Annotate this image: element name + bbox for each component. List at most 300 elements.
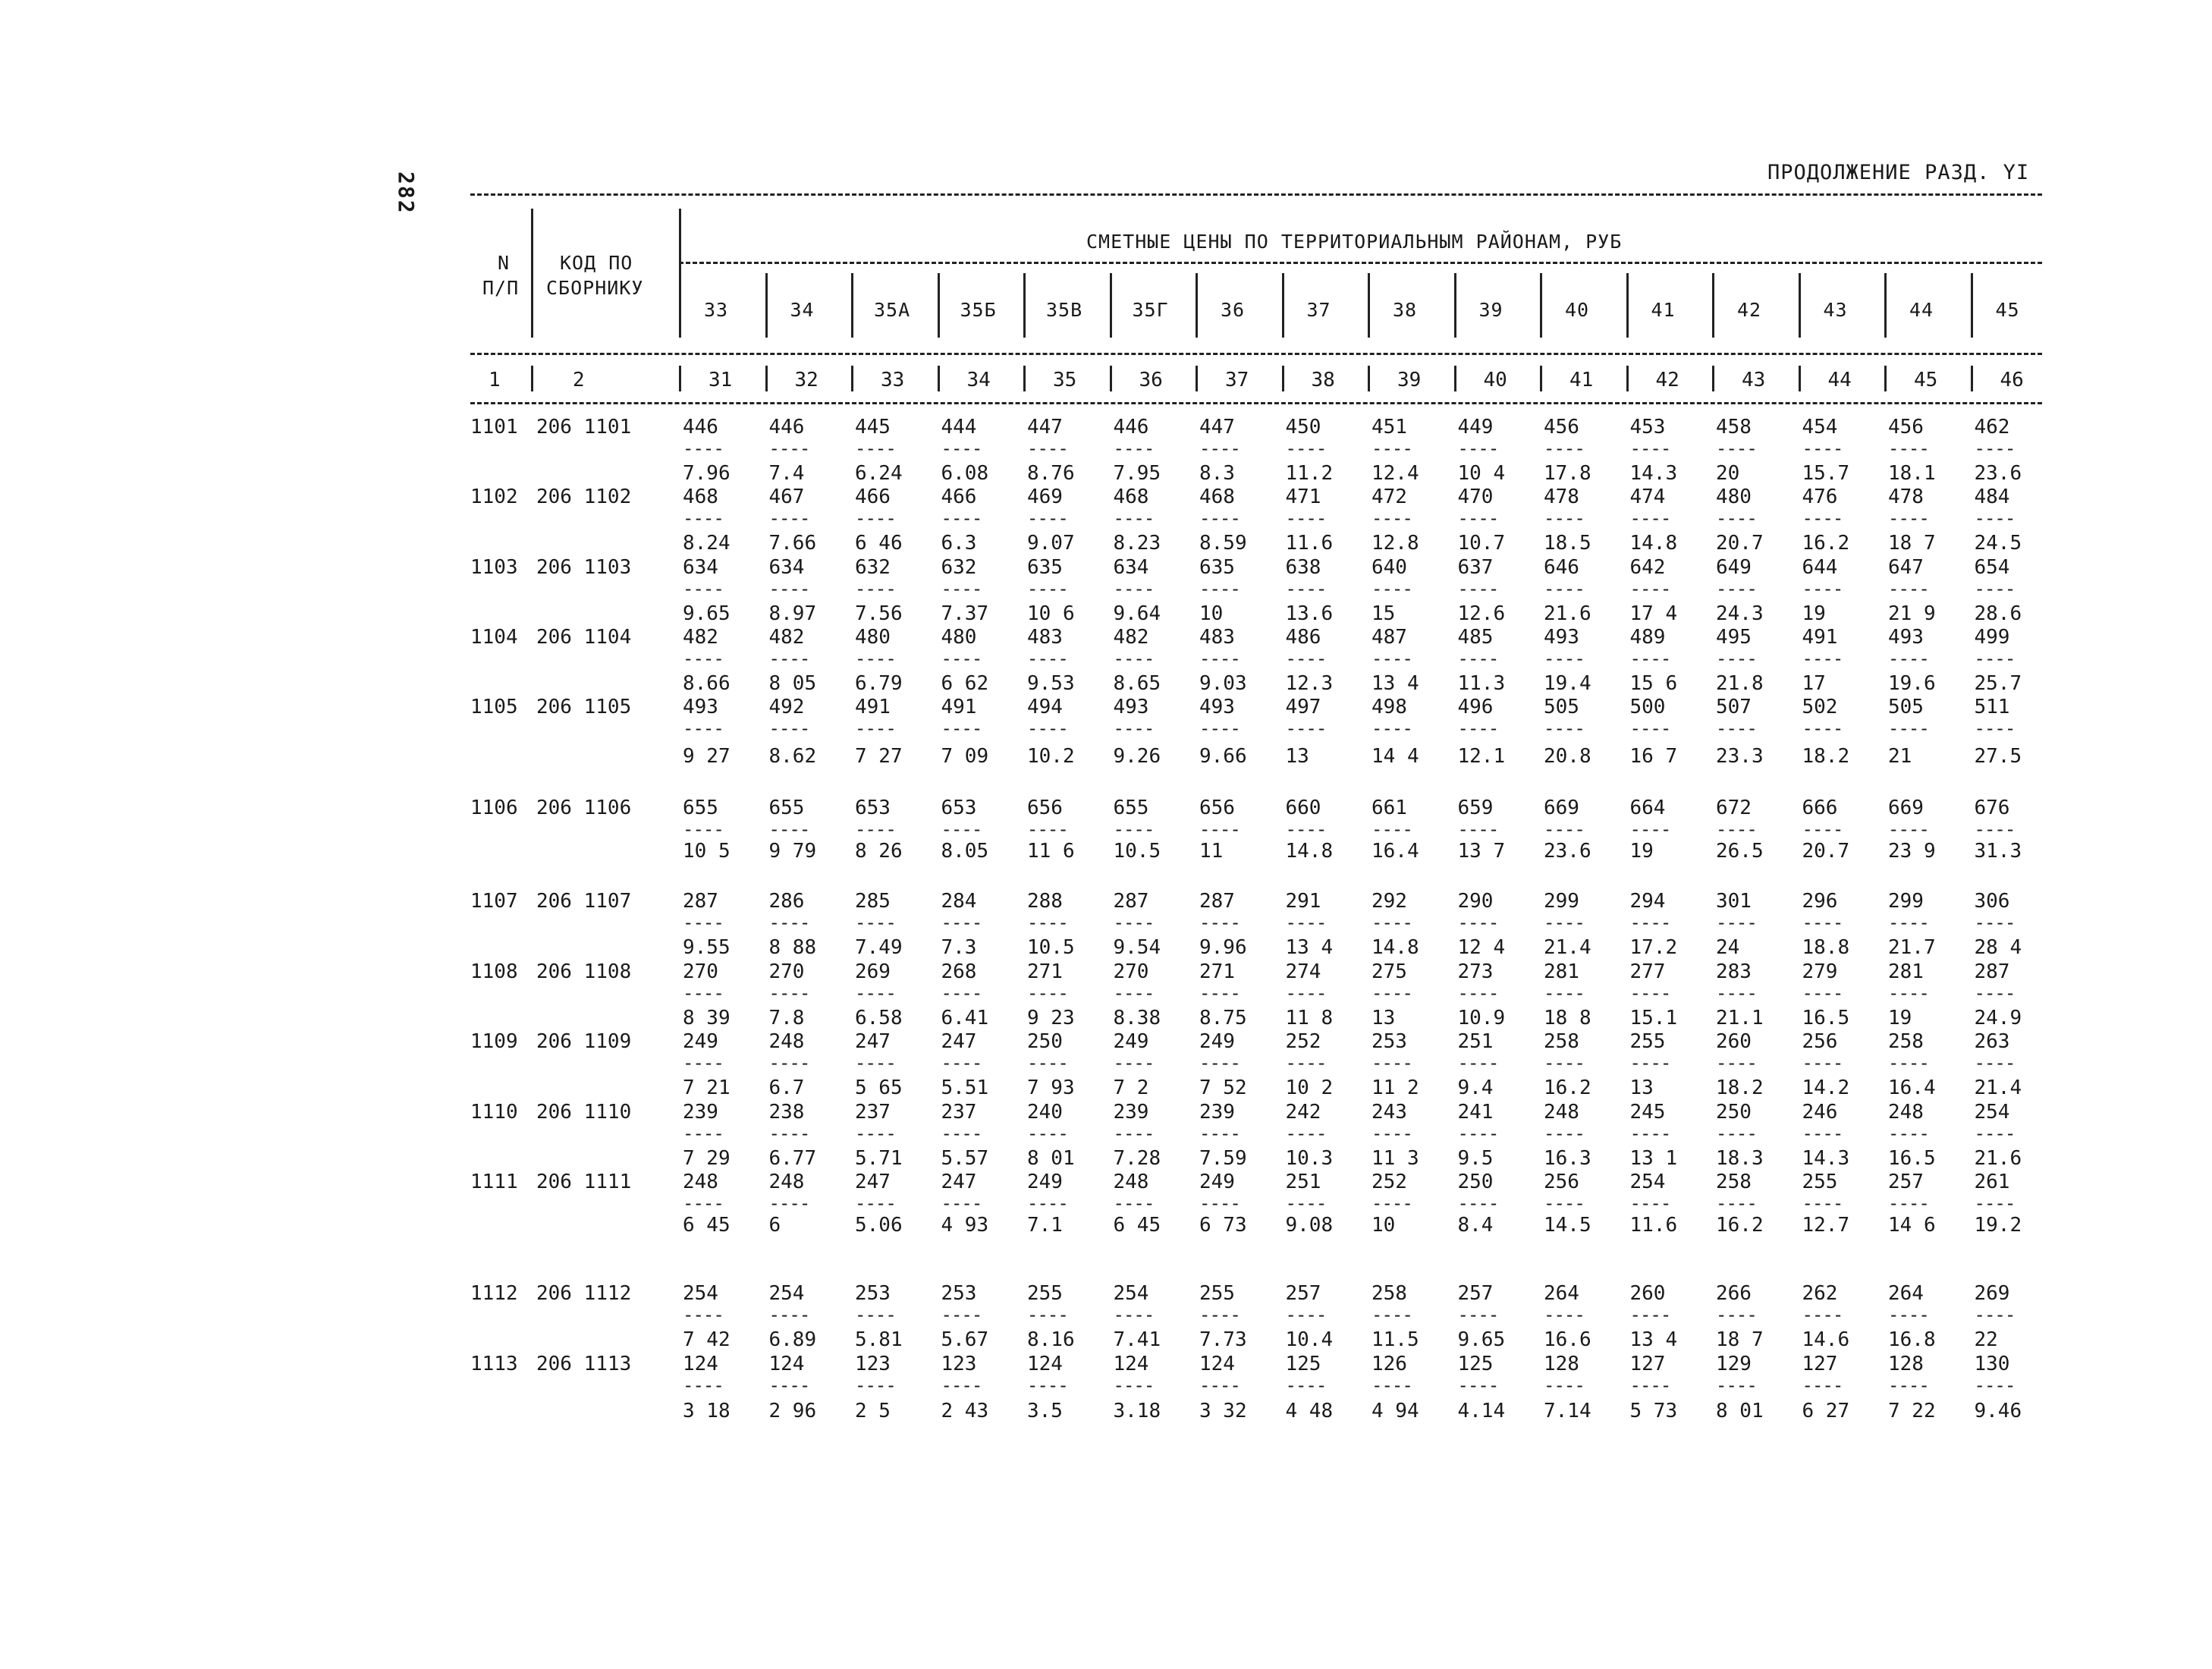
price-bottom: 10 2 bbox=[1285, 1077, 1334, 1099]
price-top: 491 bbox=[855, 696, 891, 718]
price-bottom: 16.5 bbox=[1802, 1007, 1850, 1029]
fraction-bar: ---- bbox=[1629, 1375, 1671, 1396]
price-top: 492 bbox=[768, 696, 805, 718]
index-separator bbox=[531, 366, 533, 391]
price-bottom: 9.53 bbox=[1027, 672, 1075, 695]
price-top: 287 bbox=[1199, 890, 1235, 913]
price-bottom: 18 7 bbox=[1716, 1328, 1764, 1351]
price-bottom: 7.73 bbox=[1199, 1328, 1247, 1351]
price-top: 472 bbox=[1372, 486, 1407, 508]
fraction-bar: ---- bbox=[1974, 982, 2016, 1004]
price-top: 266 bbox=[1716, 1282, 1752, 1305]
fraction-bar: ---- bbox=[1888, 1052, 1929, 1073]
fraction-bar: ---- bbox=[1113, 1375, 1155, 1396]
price-bottom: 8.38 bbox=[1113, 1007, 1161, 1029]
price-bottom: 6 27 bbox=[1802, 1400, 1850, 1422]
price-top: 255 bbox=[1027, 1282, 1063, 1305]
price-bottom: 7 2 bbox=[1113, 1077, 1149, 1099]
price-bottom: 14.2 bbox=[1802, 1077, 1850, 1099]
fraction-bar: ---- bbox=[1113, 982, 1155, 1004]
fraction-bar: ---- bbox=[768, 438, 810, 459]
fraction-bar: ---- bbox=[1457, 1375, 1499, 1396]
fraction-bar: ---- bbox=[1285, 819, 1327, 840]
price-top: 253 bbox=[941, 1282, 977, 1305]
fraction-bar: ---- bbox=[1027, 912, 1068, 933]
fraction-bar: ---- bbox=[1974, 718, 2016, 739]
fraction-bar: ---- bbox=[855, 718, 896, 739]
price-top: 286 bbox=[768, 890, 805, 913]
price-top: 656 bbox=[1027, 797, 1063, 819]
price-top: 296 bbox=[1802, 890, 1838, 913]
fraction-bar: ---- bbox=[1457, 1123, 1499, 1144]
fraction-bar: ---- bbox=[1027, 1375, 1068, 1396]
price-top: 129 bbox=[1716, 1353, 1752, 1375]
fraction-bar: ---- bbox=[683, 648, 724, 669]
price-bottom: 7 27 bbox=[855, 745, 903, 768]
price-top: 124 bbox=[1199, 1353, 1235, 1375]
price-top: 299 bbox=[1888, 890, 1924, 913]
fraction-bar: ---- bbox=[1888, 508, 1929, 529]
fraction-bar: ---- bbox=[855, 438, 896, 459]
price-top: 250 bbox=[1716, 1101, 1752, 1124]
price-top: 660 bbox=[1285, 797, 1321, 819]
row-code: 206 1101 bbox=[536, 416, 632, 438]
price-bottom: 7.95 bbox=[1113, 462, 1161, 485]
row-number: 1101 bbox=[470, 416, 518, 438]
fraction-bar: ---- bbox=[1027, 438, 1068, 459]
index-number: 39 bbox=[1397, 369, 1422, 391]
fraction-bar: ---- bbox=[1113, 718, 1155, 739]
price-bottom: 7.96 bbox=[683, 462, 731, 485]
price-bottom: 24 bbox=[1716, 936, 1740, 959]
index-separator bbox=[1971, 366, 1973, 391]
price-top: 248 bbox=[683, 1171, 718, 1193]
price-top: 258 bbox=[1888, 1030, 1924, 1053]
fraction-bar: ---- bbox=[768, 508, 810, 529]
fraction-bar: ---- bbox=[1027, 1193, 1068, 1214]
price-bottom: 17.2 bbox=[1629, 936, 1678, 959]
index-number: 46 bbox=[2000, 369, 2024, 391]
fraction-bar: ---- bbox=[1027, 982, 1068, 1004]
price-bottom: 6 62 bbox=[941, 672, 989, 695]
price-top: 507 bbox=[1716, 696, 1752, 718]
price-bottom: 8.4 bbox=[1457, 1214, 1494, 1237]
index-separator bbox=[1110, 366, 1112, 391]
fraction-bar: ---- bbox=[1199, 1123, 1240, 1144]
fraction-bar: ---- bbox=[1285, 648, 1327, 669]
row-number: 1103 bbox=[470, 556, 518, 579]
price-top: 666 bbox=[1802, 797, 1838, 819]
column-separator bbox=[1110, 273, 1112, 338]
price-bottom: 13 bbox=[1372, 1007, 1396, 1029]
fraction-bar: ---- bbox=[1629, 982, 1671, 1004]
price-bottom: 14.3 bbox=[1629, 462, 1678, 485]
price-bottom: 12.1 bbox=[1457, 745, 1506, 768]
price-bottom: 12.6 bbox=[1457, 602, 1506, 625]
price-bottom: 11.2 bbox=[1285, 462, 1334, 485]
fraction-bar: ---- bbox=[941, 1123, 982, 1144]
price-top: 493 bbox=[683, 696, 718, 718]
price-bottom: 21.6 bbox=[1544, 602, 1591, 625]
price-top: 484 bbox=[1974, 486, 2010, 508]
price-bottom: 6.24 bbox=[855, 462, 903, 485]
header-group-title: СМЕТНЫЕ ЦЕНЫ ПО ТЕРРИТОРИАЛЬНЫМ РАЙОНАМ, РУБ bbox=[1086, 231, 1623, 253]
price-top: 655 bbox=[768, 797, 805, 819]
row-number: 1106 bbox=[470, 797, 518, 819]
region-header: 35Г bbox=[1132, 299, 1169, 321]
fraction-bar: ---- bbox=[1544, 648, 1585, 669]
price-top: 669 bbox=[1888, 797, 1924, 819]
price-top: 647 bbox=[1888, 556, 1924, 579]
row-code: 206 1103 bbox=[536, 556, 632, 579]
price-top: 655 bbox=[683, 797, 718, 819]
fraction-bar: ---- bbox=[1285, 578, 1327, 599]
price-bottom: 23.6 bbox=[1974, 462, 2022, 485]
price-top: 637 bbox=[1457, 556, 1494, 579]
price-bottom: 8.16 bbox=[1027, 1328, 1075, 1351]
price-top: 500 bbox=[1629, 696, 1666, 718]
index-number: 45 bbox=[1914, 369, 1938, 391]
index-number: 41 bbox=[1569, 369, 1594, 391]
price-bottom: 8.97 bbox=[768, 602, 817, 625]
price-bottom: 4 48 bbox=[1285, 1400, 1334, 1422]
price-top: 290 bbox=[1457, 890, 1494, 913]
price-top: 124 bbox=[683, 1353, 718, 1375]
price-bottom: 10.3 bbox=[1285, 1147, 1334, 1170]
fraction-bar: ---- bbox=[1372, 1193, 1412, 1214]
price-top: 468 bbox=[1199, 486, 1235, 508]
fraction-bar: ---- bbox=[683, 982, 724, 1004]
index-number: 33 bbox=[881, 369, 905, 391]
price-bottom: 22 bbox=[1974, 1328, 1998, 1351]
rule-header-bottom bbox=[470, 353, 2042, 355]
fraction-bar: ---- bbox=[1372, 1304, 1412, 1325]
index-separator bbox=[1540, 366, 1542, 391]
price-bottom: 5.67 bbox=[941, 1328, 989, 1351]
price-bottom: 5.71 bbox=[855, 1147, 903, 1170]
fraction-bar: ---- bbox=[1027, 508, 1068, 529]
fraction-bar: ---- bbox=[1285, 508, 1327, 529]
price-top: 248 bbox=[1544, 1101, 1579, 1124]
fraction-bar: ---- bbox=[1285, 912, 1327, 933]
fraction-bar: ---- bbox=[1457, 1052, 1499, 1073]
fraction-bar: ---- bbox=[1629, 508, 1671, 529]
price-bottom: 16.5 bbox=[1888, 1147, 1936, 1170]
price-top: 491 bbox=[941, 696, 977, 718]
fraction-bar: ---- bbox=[1544, 982, 1585, 1004]
fraction-bar: ---- bbox=[1457, 982, 1499, 1004]
price-bottom: 16.2 bbox=[1802, 532, 1850, 555]
price-top: 470 bbox=[1457, 486, 1494, 508]
fraction-bar: ---- bbox=[1974, 1193, 2016, 1214]
price-bottom: 10 4 bbox=[1457, 462, 1506, 485]
price-bottom: 20.7 bbox=[1716, 532, 1764, 555]
price-bottom: 24.5 bbox=[1974, 532, 2022, 555]
rule-group bbox=[679, 262, 2042, 264]
price-top: 489 bbox=[1629, 626, 1666, 649]
price-top: 250 bbox=[1027, 1030, 1063, 1053]
price-top: 478 bbox=[1888, 486, 1924, 508]
price-top: 239 bbox=[1199, 1101, 1235, 1124]
price-top: 246 bbox=[1802, 1101, 1838, 1124]
fraction-bar: ---- bbox=[683, 718, 724, 739]
price-top: 653 bbox=[855, 797, 891, 819]
price-bottom: 20.7 bbox=[1802, 840, 1850, 863]
price-bottom: 8.05 bbox=[941, 840, 989, 863]
fraction-bar: ---- bbox=[1457, 648, 1499, 669]
fraction-bar: ---- bbox=[768, 1123, 810, 1144]
price-top: 447 bbox=[1199, 416, 1235, 438]
fraction-bar: ---- bbox=[1285, 718, 1327, 739]
price-bottom: 5.57 bbox=[941, 1147, 989, 1170]
column-separator bbox=[1196, 273, 1198, 338]
fraction-bar: ---- bbox=[1113, 1193, 1155, 1214]
section-title: ПРОДОЛЖЕНИЕ РАЗД. YI bbox=[1767, 161, 2030, 184]
price-top: 279 bbox=[1802, 960, 1838, 983]
price-top: 638 bbox=[1285, 556, 1321, 579]
price-bottom: 15.1 bbox=[1629, 1007, 1678, 1029]
fraction-bar: ---- bbox=[768, 648, 810, 669]
fraction-bar: ---- bbox=[1027, 578, 1068, 599]
price-bottom: 7 21 bbox=[683, 1077, 731, 1099]
price-bottom: 4.14 bbox=[1457, 1400, 1506, 1422]
price-bottom: 9.4 bbox=[1457, 1077, 1494, 1099]
price-bottom: 20 bbox=[1716, 462, 1740, 485]
price-top: 284 bbox=[941, 890, 977, 913]
price-bottom: 8 39 bbox=[683, 1007, 731, 1029]
column-separator bbox=[1454, 273, 1456, 338]
price-bottom: 2 43 bbox=[941, 1400, 989, 1422]
price-top: 249 bbox=[1199, 1030, 1235, 1053]
row-number: 1112 bbox=[470, 1282, 518, 1305]
fraction-bar: ---- bbox=[1802, 819, 1843, 840]
row-number: 1102 bbox=[470, 486, 518, 508]
price-bottom: 14.8 bbox=[1629, 532, 1678, 555]
price-bottom: 8.76 bbox=[1027, 462, 1075, 485]
fraction-bar: ---- bbox=[855, 1375, 896, 1396]
price-top: 128 bbox=[1888, 1353, 1924, 1375]
fraction-bar: ---- bbox=[1629, 578, 1671, 599]
row-code: 206 1107 bbox=[536, 890, 632, 913]
price-bottom: 15 6 bbox=[1629, 672, 1678, 695]
price-top: 254 bbox=[1974, 1101, 2010, 1124]
price-top: 125 bbox=[1457, 1353, 1494, 1375]
price-top: 256 bbox=[1802, 1030, 1838, 1053]
price-top: 491 bbox=[1802, 626, 1838, 649]
fraction-bar: ---- bbox=[941, 648, 982, 669]
price-top: 498 bbox=[1372, 696, 1407, 718]
price-bottom: 21 bbox=[1888, 745, 1912, 768]
fraction-bar: ---- bbox=[1199, 1193, 1240, 1214]
price-bottom: 14 4 bbox=[1372, 745, 1419, 768]
price-top: 446 bbox=[1113, 416, 1149, 438]
fraction-bar: ---- bbox=[1716, 508, 1757, 529]
fraction-bar: ---- bbox=[1199, 1375, 1240, 1396]
price-bottom: 10.2 bbox=[1027, 745, 1075, 768]
price-top: 664 bbox=[1629, 797, 1666, 819]
price-top: 446 bbox=[683, 416, 718, 438]
fraction-bar: ---- bbox=[1544, 1304, 1585, 1325]
price-top: 249 bbox=[683, 1030, 718, 1053]
price-top: 254 bbox=[768, 1282, 805, 1305]
price-top: 253 bbox=[855, 1282, 891, 1305]
fraction-bar: ---- bbox=[1027, 1052, 1068, 1073]
price-bottom: 10.5 bbox=[1113, 840, 1161, 863]
fraction-bar: ---- bbox=[1457, 912, 1499, 933]
price-bottom: 10 bbox=[1372, 1214, 1396, 1237]
price-top: 505 bbox=[1888, 696, 1924, 718]
price-bottom: 4 93 bbox=[941, 1214, 989, 1237]
price-bottom: 13 bbox=[1285, 745, 1309, 768]
price-top: 493 bbox=[1113, 696, 1149, 718]
fraction-bar: ---- bbox=[855, 819, 896, 840]
price-top: 483 bbox=[1199, 626, 1235, 649]
price-bottom: 6.7 bbox=[768, 1077, 805, 1099]
price-top: 249 bbox=[1113, 1030, 1149, 1053]
price-top: 287 bbox=[683, 890, 718, 913]
price-bottom: 16.8 bbox=[1888, 1328, 1936, 1351]
price-top: 239 bbox=[683, 1101, 718, 1124]
fraction-bar: ---- bbox=[1457, 508, 1499, 529]
price-bottom: 8.75 bbox=[1199, 1007, 1247, 1029]
price-top: 124 bbox=[1113, 1353, 1149, 1375]
price-top: 642 bbox=[1629, 556, 1666, 579]
column-separator bbox=[765, 273, 768, 338]
price-top: 451 bbox=[1372, 416, 1407, 438]
index-separator bbox=[1626, 366, 1629, 391]
fraction-bar: ---- bbox=[768, 1193, 810, 1214]
price-top: 453 bbox=[1629, 416, 1666, 438]
price-top: 281 bbox=[1544, 960, 1579, 983]
index-separator bbox=[1712, 366, 1714, 391]
price-top: 655 bbox=[1113, 797, 1149, 819]
rule-index-bottom bbox=[470, 402, 2042, 404]
price-top: 486 bbox=[1285, 626, 1321, 649]
fraction-bar: ---- bbox=[683, 912, 724, 933]
price-bottom: 19 bbox=[1629, 840, 1654, 863]
price-bottom: 16.2 bbox=[1544, 1077, 1591, 1099]
fraction-bar: ---- bbox=[941, 1304, 982, 1325]
fraction-bar: ---- bbox=[1199, 648, 1240, 669]
price-top: 644 bbox=[1802, 556, 1838, 579]
price-bottom: 9.64 bbox=[1113, 602, 1161, 625]
fraction-bar: ---- bbox=[1544, 1052, 1585, 1073]
fraction-bar: ---- bbox=[855, 982, 896, 1004]
price-bottom: 7 52 bbox=[1199, 1077, 1247, 1099]
price-top: 249 bbox=[1199, 1171, 1235, 1193]
price-bottom: 18 7 bbox=[1888, 532, 1936, 555]
price-bottom: 6 45 bbox=[683, 1214, 731, 1237]
price-bottom: 2 5 bbox=[855, 1400, 891, 1422]
column-separator bbox=[679, 209, 681, 338]
price-top: 255 bbox=[1802, 1171, 1838, 1193]
price-top: 263 bbox=[1974, 1030, 2010, 1053]
fraction-bar: ---- bbox=[1544, 438, 1585, 459]
price-top: 306 bbox=[1974, 890, 2010, 913]
fraction-bar: ---- bbox=[855, 648, 896, 669]
index-separator bbox=[679, 366, 681, 391]
fraction-bar: ---- bbox=[1199, 1304, 1240, 1325]
fraction-bar: ---- bbox=[1457, 1193, 1499, 1214]
price-top: 270 bbox=[1113, 960, 1149, 983]
fraction-bar: ---- bbox=[1888, 1375, 1929, 1396]
price-top: 124 bbox=[768, 1353, 805, 1375]
index-number: 37 bbox=[1225, 369, 1249, 391]
fraction-bar: ---- bbox=[1629, 1193, 1671, 1214]
index-separator bbox=[1282, 366, 1284, 391]
price-bottom: 3.5 bbox=[1027, 1400, 1063, 1422]
price-bottom: 13 4 bbox=[1629, 1328, 1678, 1351]
price-bottom: 19.2 bbox=[1974, 1214, 2022, 1237]
price-bottom: 9.5 bbox=[1457, 1147, 1494, 1170]
fraction-bar: ---- bbox=[1372, 982, 1412, 1004]
price-bottom: 23.3 bbox=[1716, 745, 1764, 768]
fraction-bar: ---- bbox=[941, 718, 982, 739]
region-header: 45 bbox=[1995, 299, 2020, 321]
price-bottom: 6.08 bbox=[941, 462, 989, 485]
price-bottom: 15 bbox=[1372, 602, 1396, 625]
row-code: 206 1109 bbox=[536, 1030, 632, 1053]
price-bottom: 9.96 bbox=[1199, 936, 1247, 959]
price-top: 634 bbox=[1113, 556, 1149, 579]
price-bottom: 12.8 bbox=[1372, 532, 1419, 555]
price-top: 480 bbox=[1716, 486, 1752, 508]
fraction-bar: ---- bbox=[1716, 1304, 1757, 1325]
price-top: 456 bbox=[1888, 416, 1924, 438]
fraction-bar: ---- bbox=[1629, 819, 1671, 840]
price-top: 446 bbox=[768, 416, 805, 438]
price-top: 287 bbox=[1113, 890, 1149, 913]
price-top: 502 bbox=[1802, 696, 1838, 718]
price-bottom: 14.3 bbox=[1802, 1147, 1850, 1170]
price-bottom: 7.41 bbox=[1113, 1328, 1161, 1351]
price-bottom: 7.8 bbox=[768, 1007, 805, 1029]
page-number: 282 bbox=[394, 171, 419, 215]
price-bottom: 7.56 bbox=[855, 602, 903, 625]
fraction-bar: ---- bbox=[1372, 508, 1412, 529]
price-top: 251 bbox=[1457, 1030, 1494, 1053]
price-top: 270 bbox=[683, 960, 718, 983]
price-top: 292 bbox=[1372, 890, 1407, 913]
price-bottom: 8.3 bbox=[1199, 462, 1235, 485]
price-top: 471 bbox=[1285, 486, 1321, 508]
price-top: 248 bbox=[1888, 1101, 1924, 1124]
fraction-bar: ---- bbox=[1544, 508, 1585, 529]
price-top: 505 bbox=[1544, 696, 1579, 718]
price-top: 277 bbox=[1629, 960, 1666, 983]
region-header: 40 bbox=[1565, 299, 1590, 321]
price-top: 258 bbox=[1372, 1282, 1407, 1305]
price-top: 248 bbox=[768, 1171, 805, 1193]
price-top: 462 bbox=[1974, 416, 2010, 438]
fraction-bar: ---- bbox=[683, 578, 724, 599]
price-top: 241 bbox=[1457, 1101, 1494, 1124]
price-top: 466 bbox=[855, 486, 891, 508]
price-bottom: 12 4 bbox=[1457, 936, 1506, 959]
index-number: 1 bbox=[489, 369, 501, 391]
price-bottom: 19 bbox=[1888, 1007, 1912, 1029]
price-bottom: 7.28 bbox=[1113, 1147, 1161, 1170]
price-bottom: 7 42 bbox=[683, 1328, 731, 1351]
fraction-bar: ---- bbox=[1199, 912, 1240, 933]
price-bottom: 8 01 bbox=[1027, 1147, 1075, 1170]
price-top: 264 bbox=[1544, 1282, 1579, 1305]
price-top: 653 bbox=[941, 797, 977, 819]
fraction-bar: ---- bbox=[1285, 1375, 1327, 1396]
price-top: 258 bbox=[1544, 1030, 1579, 1053]
price-bottom: 25.7 bbox=[1974, 672, 2022, 695]
price-bottom: 14.6 bbox=[1802, 1328, 1850, 1351]
